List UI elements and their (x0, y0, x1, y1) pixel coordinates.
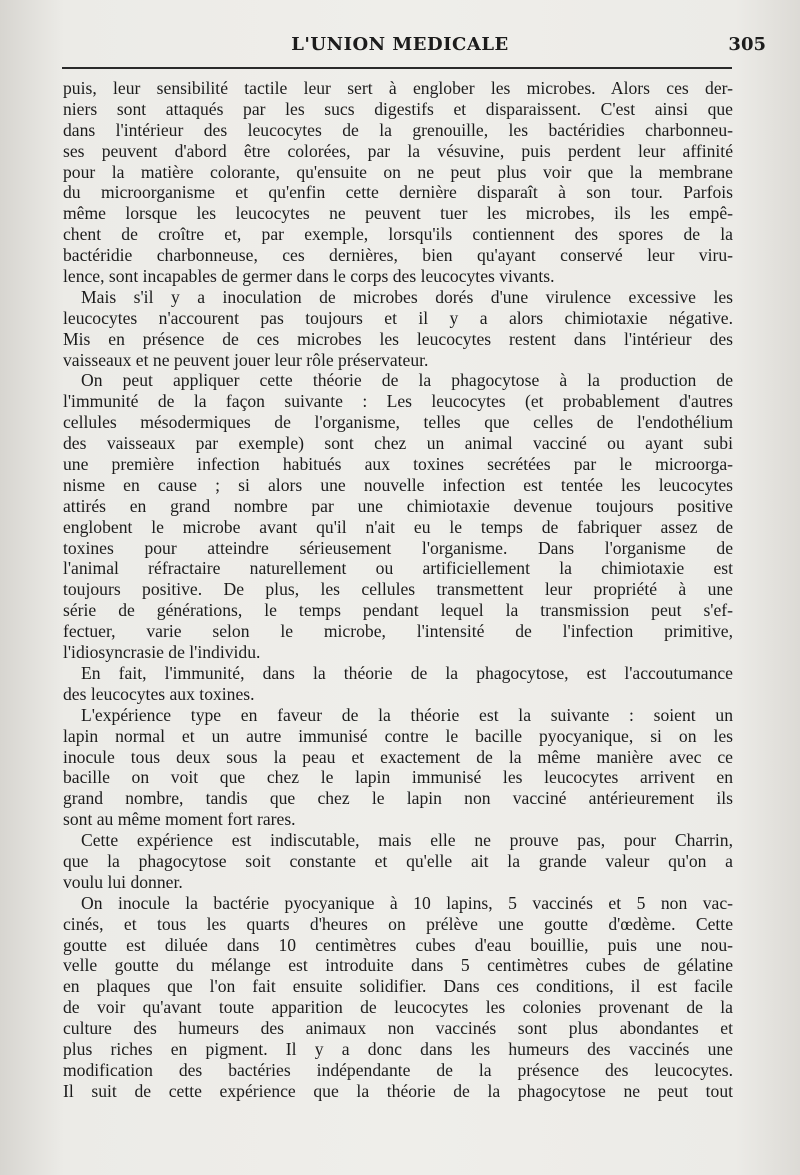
text-line: leucocytes n'accourent pas toujours et il y a alors chimiotaxie négative. (63, 307, 733, 328)
text-line: Cette expérience est indiscutable, mais elle ne prouve pas, pour Charrin, (81, 830, 733, 851)
text-line: modification des bactéries indépendante de la présence des leucocytes. (63, 1059, 733, 1080)
text-line: culture des humeurs des animaux non vaccinés sont plus abondantes et (63, 1018, 733, 1039)
text-line: L'expérience type en faveur de la théorie est la suivante : soient un (81, 704, 733, 725)
text-line: ses peuvent d'abord être colorées, par la vésuvine, puis perdent leur affinité (63, 140, 733, 161)
text-line: une première infection habitués aux toxines secrétées par le microorga- (63, 454, 733, 475)
header-rule (62, 67, 732, 69)
running-header (0, 30, 800, 60)
text-line: des leucocytes aux toxines. (63, 683, 255, 704)
text-line: Mis en présence de ces microbes les leucocytes restent dans l'intérieur des (63, 328, 733, 349)
text-line: On peut appliquer cette théorie de la phagocytose à la production de (81, 370, 733, 391)
text-line: lapin normal et un autre immunisé contre le bacille pyocyanique, si on les (63, 725, 733, 746)
body-text (63, 78, 733, 1102)
journal-title: L'UNION MEDICALE (291, 34, 509, 55)
text-line: toxines pour atteindre sérieusement l'organisme. Dans l'organisme de (63, 537, 733, 558)
text-line: même lorsque les leucocytes ne peuvent tuer les microbes, ils les empê- (63, 203, 733, 224)
text-line: Mais s'il y a inoculation de microbes dorés d'une virulence excessive les (81, 286, 733, 307)
text-line: On inocule la bactérie pyocyanique à 10 lapins, 5 vaccinés et 5 non vac- (81, 892, 733, 913)
text-line: inocule tous deux sous la peau et exactement de la même manière avec ce (63, 746, 733, 767)
text-line: cinés, et tous les quarts d'heures on prélève une goutte d'œdème. Cette (63, 913, 733, 934)
text-line: des vaisseaux par exemple) sont chez un animal vacciné ou ayant subi (63, 433, 733, 454)
text-line: englobent le microbe avant qu'il n'ait eu le temps de fabriquer assez de (63, 516, 733, 537)
text-line: attirés en grand nombre par une chimiotaxie devenue toujours positive (63, 495, 733, 516)
text-line: lence, sont incapables de germer dans le corps des leucocytes vivants. (63, 266, 555, 287)
text-line: nisme en cause ; si alors une nouvelle infection est tentée les leucocytes (63, 474, 733, 495)
text-line: toujours positive. De plus, les cellules transmettent leur propriété à une (63, 579, 733, 600)
text-line: velle goutte du mélange est introduite dans 5 centimètres cubes de gélatine (63, 955, 733, 976)
text-line: du microorganisme et qu'enfin cette dernière disparaît à son tour. Parfois (63, 182, 733, 203)
text-line: dans l'intérieur des leucocytes de la grenouille, les bactéridies charbonneu- (63, 119, 733, 140)
text-line: cellules mésodermiques de l'organisme, telles que celles de l'endothélium (63, 412, 733, 433)
text-line: de voir qu'avant toute apparition de leucocytes les colonies provenant de la (63, 997, 733, 1018)
text-line: que la phagocytose soit constante et qu'elle ait la grande valeur qu'on a (63, 850, 733, 871)
text-line: voulu lui donner. (63, 871, 183, 892)
text-line: grand nombre, tandis que chez le lapin non vacciné antérieurement ils (63, 788, 733, 809)
text-line: niers sont attaqués par les sucs digestifs et disparaissent. C'est ainsi que (63, 98, 733, 119)
text-line: bacille on voit que chez le lapin immunisé les leucocytes arrivent en (63, 767, 733, 788)
page-number: 305 (728, 34, 766, 55)
text-line: fectuer, varie selon le microbe, l'intensité de l'infection primitive, (63, 621, 733, 642)
text-line: en plaques que l'on fait ensuite solidifier. Dans ces conditions, il est facile (63, 976, 733, 997)
text-line: En fait, l'immunité, dans la théorie de la phagocytose, est l'accoutumance (81, 662, 733, 683)
text-line: série de générations, le temps pendant lequel la transmission peut s'ef- (63, 600, 733, 621)
text-line: pour la matière colorante, qu'ensuite on ne peut plus voir que la membrane (63, 161, 733, 182)
text-line: plus riches en pigment. Il y a donc dans les humeurs des vaccinés une (63, 1038, 733, 1059)
text-line: l'idiosyncrasie de l'individu. (63, 642, 261, 663)
text-line: puis, leur sensibilité tactile leur sert à englober les microbes. Alors ces der- (63, 78, 733, 98)
text-line: bactéridie charbonneuse, ces dernières, bien qu'ayant conservé leur viru- (63, 245, 733, 266)
text-line: goutte est diluée dans 10 centimètres cubes d'eau bouillie, puis une nou- (63, 934, 733, 955)
text-line: l'immunité de la façon suivante : Les leucocytes (et probablement d'autres (63, 391, 733, 412)
text-line: Il suit de cette expérience que la théorie de la phagocytose ne peut tout (63, 1080, 733, 1101)
text-line: l'animal réfractaire naturellement ou artificiellement la chimiotaxie est (63, 558, 733, 579)
text-line: sont au même moment fort rares. (63, 809, 296, 830)
text-line: vaisseaux et ne peuvent jouer leur rôle préservateur. (63, 349, 429, 370)
text-line: chent de croître et, par exemple, lorsqu'ils contiennent des spores de la (63, 224, 733, 245)
